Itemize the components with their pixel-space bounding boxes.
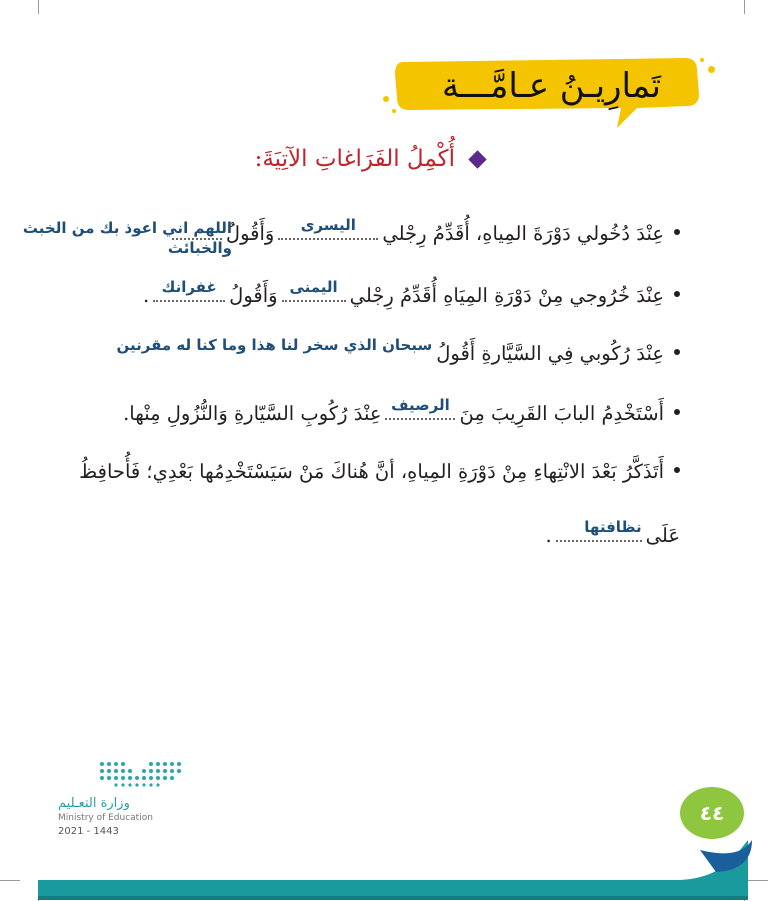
answer-blank	[556, 518, 642, 542]
ministry-logo-icon	[96, 760, 186, 788]
answer-blank	[278, 216, 378, 240]
answer-text: غفرانك	[161, 278, 217, 296]
instruction-heading	[255, 146, 484, 172]
bullet-icon	[674, 409, 680, 415]
answer-blank	[116, 336, 433, 360]
crop-mark-top-left	[38, 0, 39, 14]
exercise-text: عِنْدَ دُخُولي دَوْرَةَ المِياهِ، أُقَدِّمُ رِجْلي	[382, 222, 664, 245]
page-number-badge	[680, 787, 744, 839]
bottom-wave-icon	[0, 820, 768, 901]
decor-dot-icon	[392, 109, 396, 113]
crop-mark-top-right	[744, 0, 745, 14]
bullet-icon	[674, 229, 680, 235]
title-banner	[385, 54, 705, 134]
page-number: ٤٤	[699, 801, 725, 825]
exercise-line-3	[116, 336, 680, 365]
ministry-year: 2021 - 1443	[58, 826, 119, 837]
answer-blank	[282, 278, 346, 302]
exercise-line-1	[168, 216, 680, 245]
exercise-line-2	[142, 278, 680, 307]
instruction-text: أُكْمِلُ الفَرَاغاتِ الآتِيَةَ:	[254, 146, 455, 172]
decor-dot-icon	[708, 66, 715, 73]
answer-text: سبحان الذي سخر لنا هذا وما كنا له مقرنين	[116, 336, 433, 354]
exercise-text: وَأَقُولُ	[229, 284, 278, 307]
bullet-icon	[674, 467, 680, 473]
answer-blank	[385, 396, 455, 420]
ministry-name-arabic: وزارة التعـليم	[58, 796, 130, 811]
decor-dot-icon	[383, 96, 389, 102]
ministry-name-english: Ministry of Education	[58, 813, 153, 823]
exercise-text: عِنْدَ رُكُوبي فِي السَّيَّارةِ أَقُولُ	[436, 342, 664, 365]
answer-text: اليمنى	[289, 278, 338, 296]
answer-blank	[153, 278, 225, 302]
diamond-bullet-icon	[468, 150, 486, 168]
exercise-text: عِنْدَ رُكُوبِ السَّيّارةِ وَالنُّزُولِ مِنْها.	[123, 402, 382, 425]
exercise-text: أَتَذَكَّرُ بَعْدَ الانْتِهاءِ مِنْ دَوْرَةِ المِياهِ، أنَّ هُناكَ مَنْ سَيَسْتَخْدِمُها بَعْدِي؛ فَأُحافِظُ	[79, 460, 664, 483]
answer-text: اليسرى	[300, 216, 356, 234]
bullet-icon	[674, 291, 680, 297]
exercise-text: عِنْدَ خُرُوجي مِنْ دَوْرَةِ المِيَاهِ أُقَدِّمُ رِجْلي	[349, 284, 664, 307]
sentence-end: .	[142, 284, 150, 307]
bullet-icon	[674, 349, 680, 355]
exercise-line-5	[79, 460, 680, 483]
exercise-text: وَأَقُولُ	[225, 222, 275, 245]
decor-dot-icon	[700, 58, 704, 62]
exercise-line-5-continued	[545, 518, 680, 547]
exercise-line-4	[123, 396, 680, 425]
answer-text-wide: اللهم اني اعوذ بك من الخبث والخبائث	[22, 219, 232, 257]
sentence-end: .	[545, 524, 552, 547]
answer-text: الرصيف	[391, 396, 450, 414]
exercise-text: أَسْتَخْدِمُ البابَ القَرِيبَ مِنَ	[459, 402, 664, 425]
answer-text: نظافتها	[584, 518, 642, 536]
page-title: تَمارِيـنُ عـامَّـــة	[442, 66, 661, 106]
exercise-text: عَلَى	[645, 524, 680, 547]
